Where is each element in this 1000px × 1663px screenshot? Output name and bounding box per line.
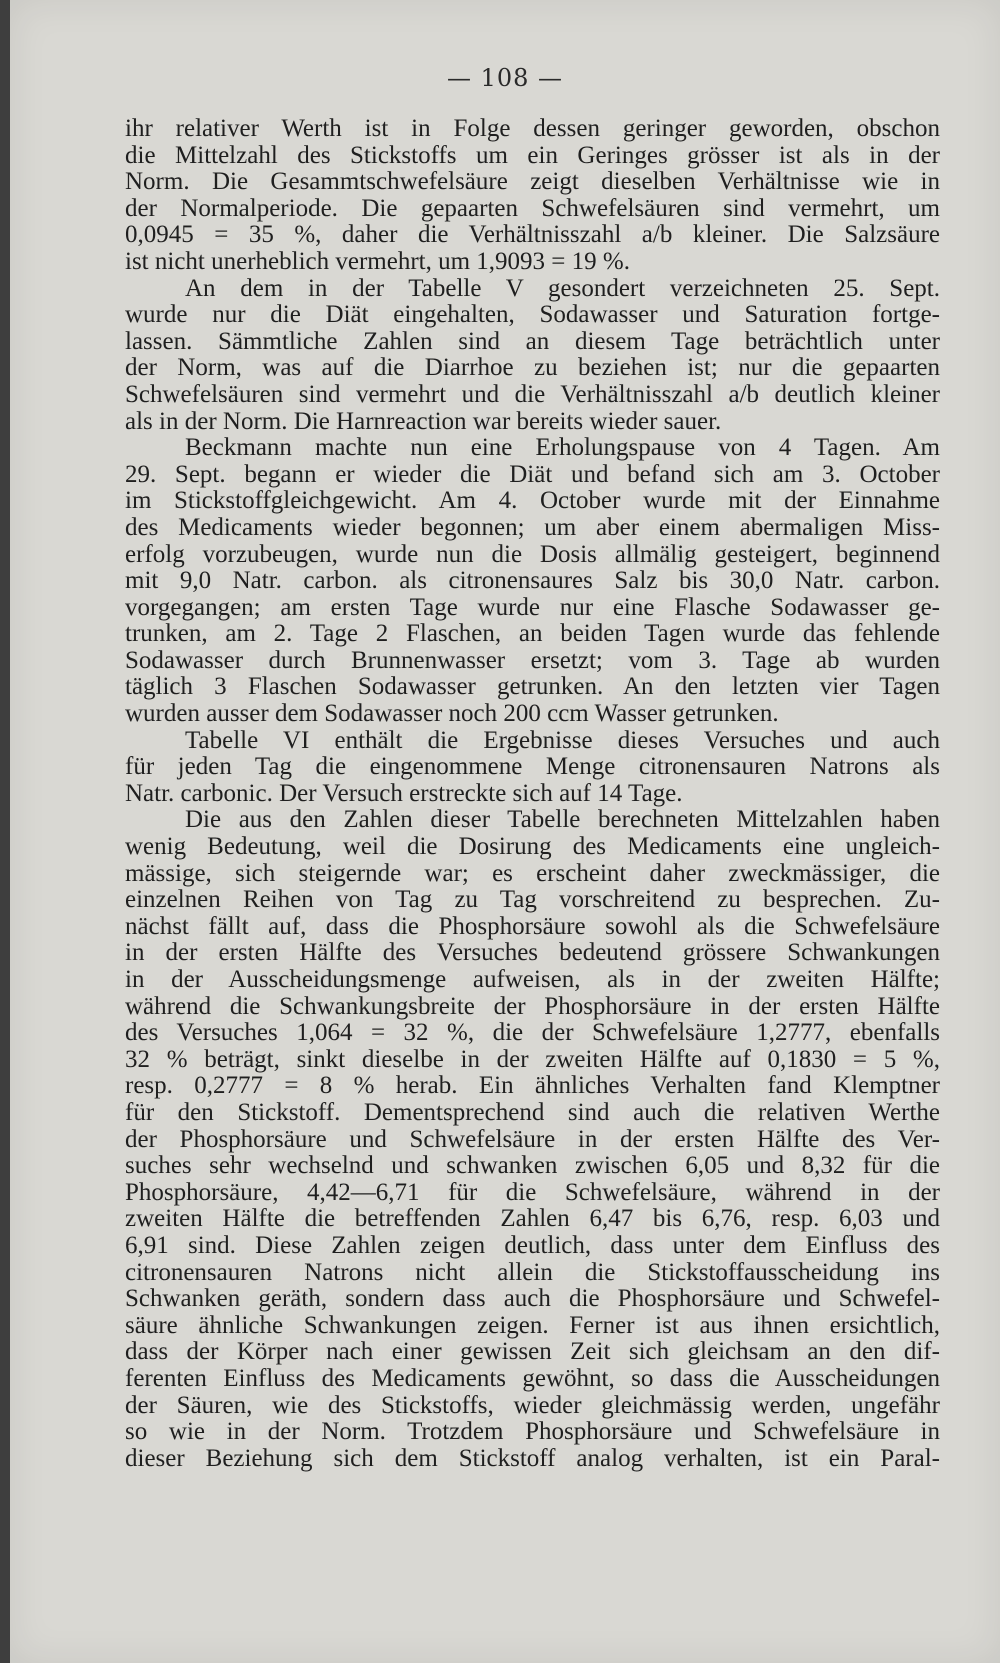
text-line: in der Ausscheidungsmenge aufweisen, als in der zweiten Hälfte; (125, 966, 940, 993)
text-line: täglich 3 Flaschen Sodawasser getrunken. An den letzten vier Tagen (125, 673, 940, 701)
text-line: lassen. Sämmtliche Zahlen sind an diesem Tage beträchtlich unter (125, 327, 940, 355)
text-line: mässige, sich steigernde war; es erscheint daher zweckmässiger, die (125, 859, 940, 887)
text-line: vorgegangen; am ersten Tage wurde nur eine Flasche Sodawasser ge- (125, 593, 940, 621)
text-line: der Normalperiode. Die gepaarten Schwefelsäuren sind vermehrt, um (125, 194, 940, 222)
body-text (125, 116, 940, 1472)
text-line: für den Stickstoff. Dementsprechend sind auch die relativen Werthe (125, 1098, 940, 1126)
text-line: 0,0945 = 35 %, daher die Verhältnisszahl a/b kleiner. Die Salzsäure (125, 221, 940, 249)
text-line: einzelnen Reihen von Tag zu Tag vorschreitend zu besprechen. Zu- (125, 886, 940, 914)
text-line: Sodawasser durch Brunnenwasser ersetzt; vom 3. Tage ab wurden (125, 646, 940, 674)
text-line: ferenten Einfluss des Medicaments gewöhnt, so dass die Ausscheidungen (125, 1364, 940, 1392)
text-line: Beckmann machte nun eine Erholungspause von 4 Tagen. Am (185, 434, 940, 462)
text-line: wenig Bedeutung, weil die Dosirung des Medicaments eine ungleich- (125, 833, 940, 861)
text-line: Phosphorsäure, 4,42—6,71 für die Schwefelsäure, während in der (125, 1178, 940, 1206)
text-line: resp. 0,2777 = 8 % herab. Ein ähnliches Verhalten fand Klemptner (125, 1072, 940, 1100)
text-line: ihr relativer Werth ist in Folge dessen geringer geworden, obschon (125, 115, 940, 142)
text-line: wurde nur die Diät eingehalten, Sodawasser und Saturation fortge- (125, 301, 940, 329)
text-line: in der ersten Hälfte des Versuches bedeutend grössere Schwankungen (125, 939, 940, 967)
text-line: trunken, am 2. Tage 2 Flaschen, an beiden Tagen wurde das fehlende (125, 620, 940, 648)
text-line: so wie in der Norm. Trotzdem Phosphorsäure und Schwefelsäure in (125, 1418, 940, 1446)
text-line: Schwanken geräth, sondern dass auch die Phosphorsäure und Schwefel- (125, 1285, 940, 1313)
text-line: dass der Körper nach einer gewissen Zeit sich gleichsam an den dif- (125, 1338, 940, 1366)
text-line: nächst fällt auf, dass die Phosphorsäure sowohl als die Schwefelsäure (125, 912, 940, 940)
text-line: 6,91 sind. Diese Zahlen zeigen deutlich, dass unter dem Einfluss des (125, 1231, 940, 1259)
text-line: im Stickstoffgleichgewicht. Am 4. October wurde mit der Einnahme (125, 487, 940, 515)
text-line: ist nicht unerheblich vermehrt, um 1,9093 = 19 %. (125, 247, 630, 275)
text-line: 32 % beträgt, sinkt dieselbe in der zweiten Hälfte auf 0,1830 = 5 %, (125, 1045, 940, 1073)
text-line: der Säuren, wie des Stickstoffs, wieder gleichmässig werden, ungefähr (125, 1391, 940, 1419)
text-line: citronensauren Natrons nicht allein die Stickstoffausscheidung ins (125, 1258, 940, 1286)
text-line: suches sehr wechselnd und schwanken zwischen 6,05 und 8,32 für die (125, 1152, 940, 1180)
text-line: des Medicaments wieder begonnen; um aber einem abermaligen Miss- (125, 513, 940, 541)
text-line: Norm. Die Gesammtschwefelsäure zeigt dieselben Verhältnisse wie in (125, 168, 940, 196)
text-line: säure ähnliche Schwankungen zeigen. Ferner ist aus ihnen ersichtlich, (125, 1311, 940, 1339)
text-line: der Phosphorsäure und Schwefelsäure in der ersten Hälfte des Ver- (125, 1125, 940, 1153)
text-line: zweiten Hälfte die betreffenden Zahlen 6,47 bis 6,76, resp. 6,03 und (125, 1205, 940, 1233)
text-line: des Versuches 1,064 = 32 %, die der Schwefelsäure 1,2777, ebenfalls (125, 1019, 940, 1047)
text-line: erfolg vorzubeugen, wurde nun die Dosis allmälig gesteigert, beginnend (125, 540, 940, 568)
text-line: während die Schwankungsbreite der Phosphorsäure in der ersten Hälfte (125, 992, 940, 1020)
text-line: für jeden Tag die eingenommene Menge citronensauren Natrons als (125, 753, 940, 781)
text-line: als in der Norm. Die Harnreaction war bereits wieder sauer. (125, 407, 722, 435)
text-line: Tabelle VI enthält die Ergebnisse dieses Versuches und auch (185, 726, 940, 754)
text-line: der Norm, was auf die Diarrhoe zu beziehen ist; nur die gepaarten (125, 354, 940, 382)
text-line: Die aus den Zahlen dieser Tabelle berechneten Mittelzahlen haben (185, 806, 940, 834)
text-line: Natr. carbonic. Der Versuch erstreckte sich auf 14 Tage. (125, 779, 683, 807)
page-number: — 108 — (446, 64, 564, 92)
document-page (10, 0, 1000, 1663)
text-line: An dem in der Tabelle V gesondert verzeichneten 25. Sept. (185, 274, 940, 302)
text-line: mit 9,0 Natr. carbon. als citronensaures Salz bis 30,0 Natr. carbon. (125, 567, 940, 595)
text-line: Schwefelsäuren sind vermehrt und die Verhältnisszahl a/b deutlich kleiner (125, 380, 940, 408)
text-line: dieser Beziehung sich dem Stickstoff analog verhalten, ist ein Paral- (125, 1444, 940, 1472)
text-line: 29. Sept. begann er wieder die Diät und befand sich am 3. October (125, 460, 940, 488)
text-line: wurden ausser dem Sodawasser noch 200 ccm Wasser getrunken. (125, 700, 779, 728)
text-line: die Mittelzahl des Stickstoffs um ein Geringes grösser ist als in der (125, 141, 940, 169)
